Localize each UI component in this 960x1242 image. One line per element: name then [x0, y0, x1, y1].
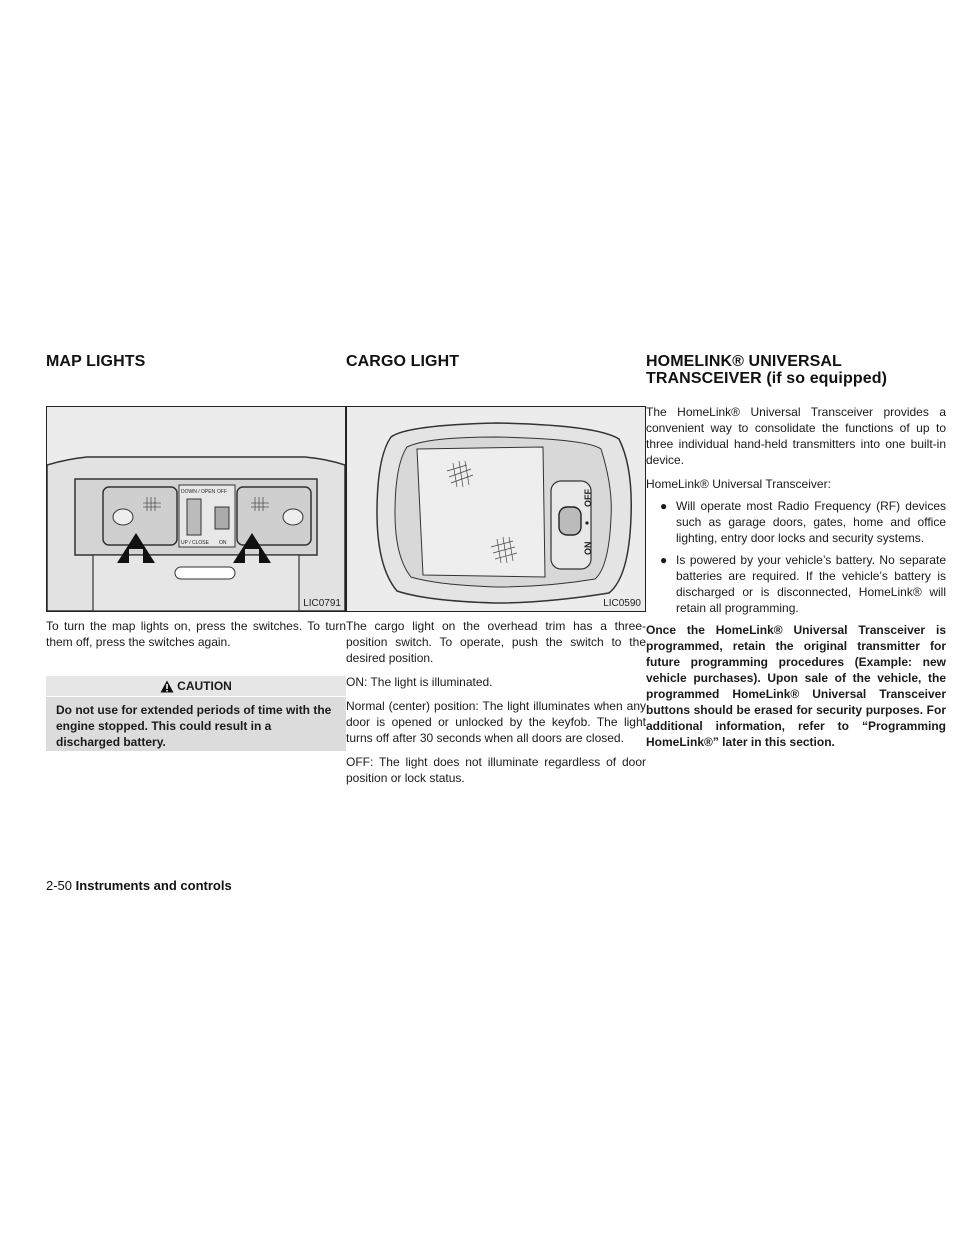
homelink-paragraph-1: The HomeLink® Universal Transceiver provides a convenient way to consolidate the functions of up to three individual hand-held transmitters into one built-in device. — [646, 405, 946, 467]
bullet-icon: ● — [660, 499, 668, 513]
homelink-text — [646, 404, 946, 750]
section-heading-homelink — [646, 353, 887, 387]
map-lights-text — [46, 618, 346, 650]
figure-id-lic0590: LIC0590 — [603, 598, 641, 609]
cargo-paragraph-2: ON: The light is illuminated. — [346, 675, 493, 689]
list-item — [646, 552, 946, 616]
homelink-paragraph-2: HomeLink® Universal Transceiver: — [646, 477, 831, 491]
homelink-paragraph-3: Once the HomeLink® Universal Transceiver is programmed, retain the original transmitter for future programming procedures (Example: new vehicle purchases). Upon sale of the vehicle, the programmed HomeLink® Universal Transceiver buttons should be erased for security purposes. For additional information, refer to “Programming HomeLink®” later in this section. — [646, 623, 946, 749]
cargo-paragraph-1: The cargo light on the overhead trim has a three-position switch. To operate, push the switch to the desired position. — [346, 619, 646, 665]
cargo-light-text — [346, 618, 646, 786]
cargo-paragraph-4: OFF: The light does not illuminate regardless of door position or lock status. — [346, 755, 646, 785]
footer-section-title: Instruments and controls — [75, 878, 232, 893]
label-down-open: DOWN / OPEN — [181, 489, 216, 495]
cargo-light-illustration — [347, 407, 645, 611]
homelink-heading-line1: HOMELINK® UNIVERSAL — [646, 353, 842, 370]
cargo-paragraph-3: Normal (center) position: The light illuminates when any door is opened or unlocked by the keyfob. The light turns off after 30 seconds when all doors are closed. — [346, 699, 646, 745]
label-on: ON — [219, 540, 227, 546]
warning-icon — [160, 680, 174, 693]
caution-header — [46, 676, 346, 696]
label-off: OFF — [217, 489, 227, 495]
caution-text: Do not use for extended periods of time with the engine stopped. This could result in a discharged battery. — [46, 696, 346, 751]
map-lights-figure — [46, 406, 346, 612]
label-on: ON — [583, 541, 593, 555]
page-footer — [46, 878, 232, 893]
homelink-bullet-list — [646, 498, 946, 616]
bullet-text: Is powered by your vehicle’s battery. No separate batteries are required. If the vehicle’s battery is discharged or is disconnected, HomeLink® will retain all programming. — [676, 553, 946, 615]
label-off: OFF — [583, 489, 593, 507]
map-lights-illustration — [47, 407, 345, 611]
label-up-close: UP / CLOSE — [181, 540, 209, 546]
bullet-icon: ● — [660, 553, 668, 567]
list-item — [646, 498, 946, 546]
caution-box — [46, 676, 346, 750]
map-lights-paragraph: To turn the map lights on, press the switches. To turn them off, press the switches again. — [46, 619, 346, 649]
section-heading-map-lights: MAP LIGHTS — [46, 353, 146, 370]
caution-title: CAUTION — [177, 679, 232, 693]
bullet-text: Will operate most Radio Frequency (RF) devices such as garage doors, gates, home and office lighting, entry door locks and security systems. — [676, 499, 946, 545]
section-heading-cargo-light: CARGO LIGHT — [346, 353, 460, 370]
figure-id-lic0791: LIC0791 — [303, 598, 341, 609]
cargo-light-figure — [346, 406, 646, 612]
homelink-heading-line2: TRANSCEIVER (if so equipped) — [646, 370, 888, 387]
page-number: 2-50 — [46, 878, 73, 893]
